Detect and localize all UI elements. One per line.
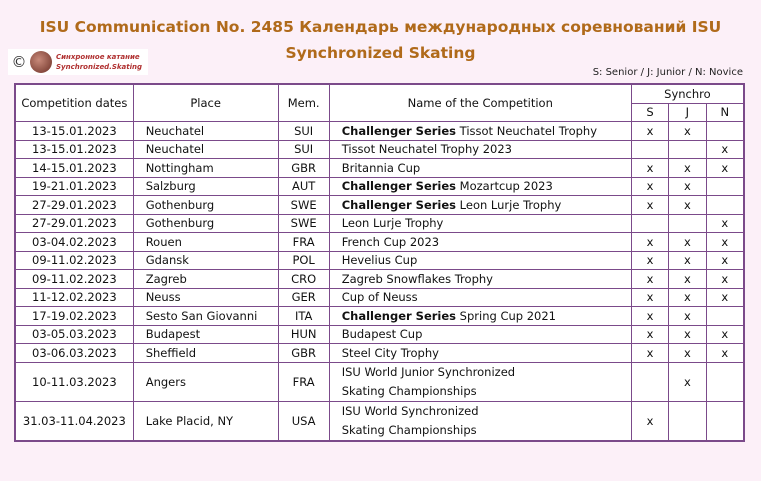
competition-name [329, 401, 631, 441]
competition-place: Salzburg [133, 177, 278, 196]
competition-date: 27-29.01.2023 [15, 214, 133, 233]
novice-mark: x [706, 288, 744, 307]
novice-mark: x [706, 233, 744, 252]
competition-date: 03-04.02.2023 [15, 233, 133, 252]
logo-text-line1: Синхронное катание [56, 53, 140, 61]
senior-mark [631, 362, 668, 401]
competition-date: 13-15.01.2023 [15, 140, 133, 159]
competition-title: French Cup 2023 [341, 234, 440, 249]
copyright-icon: © [11, 53, 27, 71]
competition-title: Budapest Cup [341, 327, 423, 342]
junior-mark: x [669, 344, 706, 363]
novice-mark: x [706, 344, 744, 363]
member-code: GBR [278, 159, 329, 178]
competition-place: Gdansk [133, 251, 278, 270]
junior-mark: x [669, 177, 706, 196]
competition-place: Angers [133, 362, 278, 401]
senior-mark: x [631, 122, 668, 141]
junior-mark: x [669, 122, 706, 141]
member-code: SWE [278, 214, 329, 233]
competition-title: Britannia Cup [341, 160, 421, 175]
competition-name [329, 122, 631, 141]
competition-title: Steel City Trophy [341, 345, 439, 360]
championship-title-line1: ISU World Synchronized [341, 403, 479, 418]
senior-mark [631, 140, 668, 159]
novice-mark: x [706, 270, 744, 289]
competition-place: Lake Placid, NY [133, 401, 278, 441]
competition-date: 03-06.03.2023 [15, 344, 133, 363]
competition-name [329, 177, 631, 196]
competition-name [329, 140, 631, 159]
competition-title: Tissot Neuchatel Trophy 2023 [341, 142, 512, 157]
novice-mark: x [706, 140, 744, 159]
competition-title: Cup of Neuss [341, 290, 418, 305]
senior-mark: x [631, 196, 668, 215]
junior-mark: x [669, 288, 706, 307]
competition-date: 27-29.01.2023 [15, 196, 133, 215]
competition-place: Budapest [133, 325, 278, 344]
series-label: Challenger Series [341, 123, 457, 138]
junior-mark: x [669, 307, 706, 326]
senior-mark: x [631, 401, 668, 441]
competition-date: 13-15.01.2023 [15, 122, 133, 141]
page-subtitle: Synchronized Skating [285, 44, 476, 62]
competition-place: Nottingham [133, 159, 278, 178]
junior-mark: x [669, 270, 706, 289]
senior-mark: x [631, 270, 668, 289]
member-code: FRA [278, 233, 329, 252]
series-label: Challenger Series [341, 197, 457, 212]
table-row [15, 401, 744, 441]
table-row [15, 177, 744, 196]
member-code: GER [278, 288, 329, 307]
junior-mark: x [669, 362, 706, 401]
competition-name [329, 288, 631, 307]
senior-mark: x [631, 177, 668, 196]
senior-mark: x [631, 159, 668, 178]
junior-mark: x [669, 233, 706, 252]
senior-mark: x [631, 325, 668, 344]
member-code: USA [278, 401, 329, 441]
competition-date: 17-19.02.2023 [15, 307, 133, 326]
skater-logo-icon [30, 51, 52, 73]
junior-mark: x [669, 325, 706, 344]
table-row [15, 307, 744, 326]
page-title: ISU Communication No. 2485 Календарь международных соревнований ISU [39, 18, 722, 36]
junior-mark [669, 140, 706, 159]
novice-mark: x [706, 159, 744, 178]
table-row [15, 196, 744, 215]
member-code: AUT [278, 177, 329, 196]
competition-title: Zagreb Snowflakes Trophy [341, 271, 493, 286]
junior-mark: x [669, 159, 706, 178]
junior-mark: x [669, 196, 706, 215]
competition-place: Neuchatel [133, 122, 278, 141]
senior-mark: x [631, 233, 668, 252]
table-row [15, 140, 744, 159]
junior-mark: x [669, 251, 706, 270]
novice-mark [706, 122, 744, 141]
novice-mark [706, 362, 744, 401]
competition-name [329, 362, 631, 401]
logo-text [56, 52, 142, 72]
table-row [15, 214, 744, 233]
competition-date: 19-21.01.2023 [15, 177, 133, 196]
senior-mark: x [631, 307, 668, 326]
member-code: SWE [278, 196, 329, 215]
table-row [15, 251, 744, 270]
competition-place: Gothenburg [133, 196, 278, 215]
member-code: GBR [278, 344, 329, 363]
novice-mark [706, 401, 744, 441]
category-legend: S: Senior / J: Junior / N: Novice [592, 67, 743, 78]
competition-name [329, 159, 631, 178]
table-row [15, 325, 744, 344]
novice-mark: x [706, 251, 744, 270]
novice-mark: x [706, 214, 744, 233]
member-code: POL [278, 251, 329, 270]
header-synchro: Synchro [631, 84, 744, 103]
competition-title: Leon Lurje Trophy [456, 197, 562, 212]
header-n: N [706, 103, 744, 122]
series-label: Challenger Series [341, 179, 457, 194]
header-mem: Mem. [278, 84, 329, 122]
table-row [15, 159, 744, 178]
junior-mark [669, 214, 706, 233]
table-row [15, 122, 744, 141]
competition-name [329, 325, 631, 344]
header-place: Place [133, 84, 278, 122]
competition-name [329, 270, 631, 289]
senior-mark [631, 214, 668, 233]
series-label: Challenger Series [341, 308, 457, 323]
logo [8, 49, 148, 75]
table-row [15, 344, 744, 363]
header-j: J [669, 103, 706, 122]
logo-text-line2: Synchronized.Skating [56, 63, 143, 71]
novice-mark [706, 307, 744, 326]
senior-mark: x [631, 288, 668, 307]
header-s: S [631, 103, 668, 122]
table-row [15, 362, 744, 401]
novice-mark: x [706, 325, 744, 344]
competition-title: Tissot Neuchatel Trophy [456, 123, 598, 138]
competition-table [14, 83, 745, 442]
member-code: FRA [278, 362, 329, 401]
competition-title: Hevelius Cup [341, 253, 418, 268]
senior-mark: x [631, 344, 668, 363]
championship-title-line2: Skating Championships [341, 383, 477, 398]
competition-place: Neuss [133, 288, 278, 307]
member-code: ITA [278, 307, 329, 326]
senior-mark: x [631, 251, 668, 270]
competition-title: Mozartcup 2023 [456, 179, 553, 194]
competition-place: Sesto San Giovanni [133, 307, 278, 326]
member-code: CRO [278, 270, 329, 289]
table-row [15, 288, 744, 307]
table-row [15, 270, 744, 289]
table-row [15, 233, 744, 252]
competition-date: 31.03-11.04.2023 [15, 401, 133, 441]
header-dates: Competition dates [15, 84, 133, 122]
competition-place: Sheffield [133, 344, 278, 363]
competition-place: Neuchatel [133, 140, 278, 159]
competition-date: 09-11.02.2023 [15, 270, 133, 289]
member-code: SUI [278, 122, 329, 141]
competition-name [329, 344, 631, 363]
competition-place: Zagreb [133, 270, 278, 289]
competition-place: Gothenburg [133, 214, 278, 233]
member-code: HUN [278, 325, 329, 344]
competition-date: 14-15.01.2023 [15, 159, 133, 178]
competition-name [329, 307, 631, 326]
competition-name [329, 214, 631, 233]
competition-name [329, 196, 631, 215]
competition-date: 09-11.02.2023 [15, 251, 133, 270]
competition-title: Leon Lurje Trophy [341, 216, 444, 231]
novice-mark [706, 177, 744, 196]
competition-title: Spring Cup 2021 [456, 308, 556, 323]
competition-name [329, 233, 631, 252]
competition-name [329, 251, 631, 270]
competition-place: Rouen [133, 233, 278, 252]
competition-date: 11-12.02.2023 [15, 288, 133, 307]
novice-mark [706, 196, 744, 215]
championship-title-line1: ISU World Junior Synchronized [341, 364, 516, 379]
header-name: Name of the Competition [329, 84, 631, 122]
championship-title-line2: Skating Championships [341, 422, 477, 437]
competition-date: 10-11.03.2023 [15, 362, 133, 401]
competition-date: 03-05.03.2023 [15, 325, 133, 344]
junior-mark [669, 401, 706, 441]
member-code: SUI [278, 140, 329, 159]
